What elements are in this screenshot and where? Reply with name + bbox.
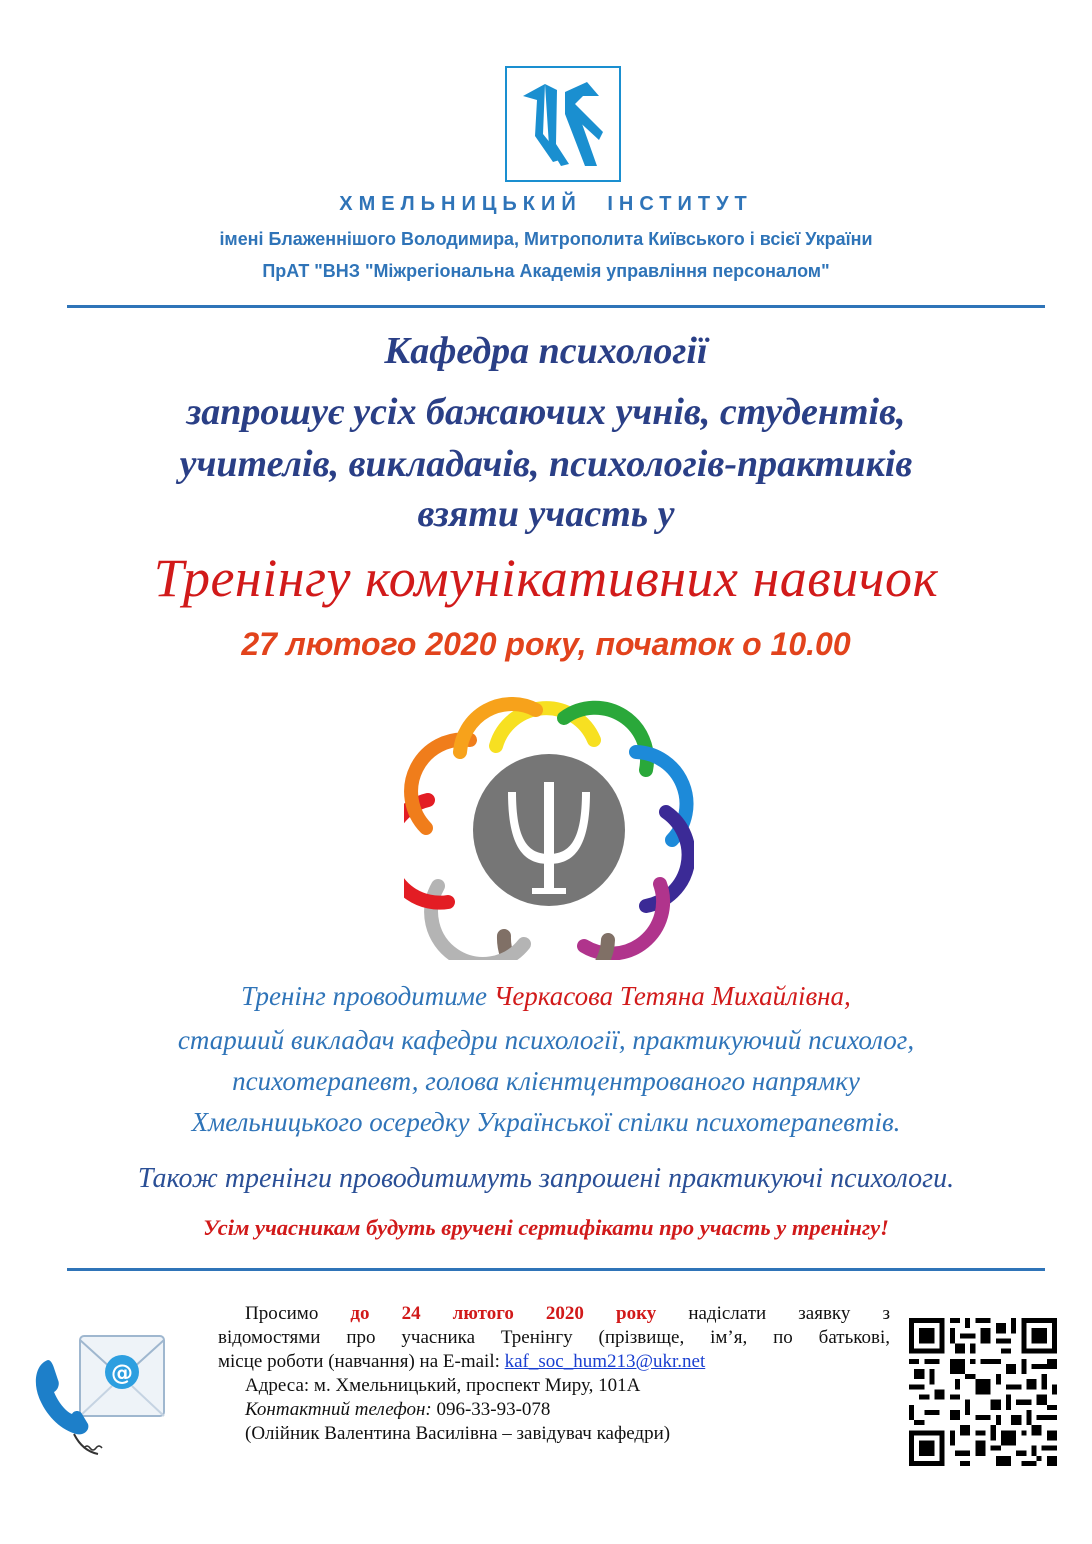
logo-glyph: [513, 74, 613, 174]
psychology-psi-emblem-icon: [404, 688, 694, 960]
contact-line-1: [245, 1302, 890, 1326]
trainer-name: Черкасова Тетяна Михайлівна,: [493, 981, 851, 1011]
trainer-intro: Тренінг проводитиме: [241, 981, 494, 1011]
contact-block: [218, 1302, 890, 1446]
department-name: Кафедра психології: [384, 330, 708, 372]
training-title: Тренінгу комунікативних навичок: [153, 548, 939, 608]
contact-request: Просимо: [245, 1303, 351, 1324]
contact-person: (Олійник Валентина Василівна – завідувач кафедри): [245, 1423, 671, 1444]
invite-line-2: учителів, викладачів, психологів-практиків: [179, 443, 913, 485]
event-date: 27 лютого 2020 року, початок о 10.00: [241, 626, 851, 662]
top-divider: [67, 305, 1045, 308]
invite-line-1: запрошує усіх бажаючих учнів, студентів,: [186, 391, 906, 433]
phone-number: 096-33-93-078: [431, 1399, 551, 1420]
contact-line-2: відомостями про учасника Тренінгу (прізвище, ім’я, по батькові,: [218, 1327, 890, 1348]
contact-line-3: [218, 1350, 890, 1374]
institute-logo-icon: [505, 66, 621, 182]
email-label: місце роботи (навчання) на E-mail:: [218, 1351, 505, 1372]
institute-dedication: імені Блаженнішого Володимира, Митрополита Київського і всієї України: [219, 228, 873, 249]
email-link[interactable]: kaf_soc_hum213@ukr.net: [504, 1351, 706, 1372]
phone-envelope-icon: [30, 1330, 170, 1460]
svg-text:@: @: [111, 1361, 133, 1386]
bottom-divider: [67, 1268, 1045, 1271]
phone-label: Контактний телефон:: [245, 1399, 432, 1420]
invite-line-3: взяти участь у: [417, 493, 675, 535]
qr-code-icon: [909, 1318, 1057, 1466]
trainer-line-3: психотерапевт, голова клієнтцентрованого напрямку: [232, 1066, 860, 1096]
also-trainers: Також тренінги проводитимуть запрошені практикуючі психологи.: [137, 1163, 955, 1194]
trainer-line-4: Хмельницького осередку Української спілки психотерапевтів.: [191, 1107, 901, 1137]
contact-request-tail: надіслати заявку з: [656, 1303, 890, 1324]
address: Адреса: м. Хмельницький, проспект Миру, 101А: [245, 1375, 641, 1396]
institute-name: ХМЕЛЬНИЦЬКИЙ ІНСТИТУТ: [339, 193, 753, 215]
trainer-line-1: [0, 978, 1092, 1015]
institute-affiliation: ПрАТ "ВНЗ "Міжрегіональна Академія управління персоналом": [262, 260, 830, 281]
trainer-line-2: старший викладач кафедри психології, практикуючий психолог,: [177, 1025, 915, 1055]
deadline: до 24 лютого 2020 року: [350, 1303, 657, 1324]
certificates-note: Усім учасникам будуть вручені сертифікати про участь у тренінгу!: [203, 1215, 889, 1240]
phone-line: [245, 1398, 890, 1422]
